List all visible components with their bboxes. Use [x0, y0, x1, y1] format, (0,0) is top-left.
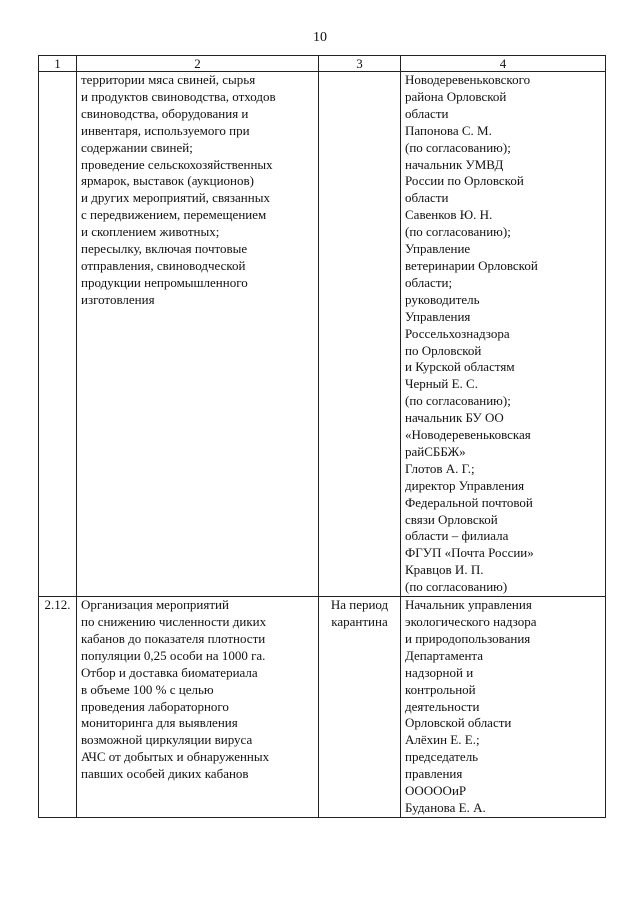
responsible-line: Управления	[405, 308, 471, 324]
measure-line: проведения лабораторного	[81, 698, 229, 714]
responsible-line: Папонова С. М.	[405, 122, 492, 138]
measure-line: в объеме 100 % с целью	[81, 681, 214, 697]
responsible-line: (по согласованию);	[405, 224, 511, 240]
responsible-line: Федеральной почтовой	[405, 494, 533, 510]
measure-line: свиноводства, оборудования и	[81, 105, 249, 121]
measure-line: Организация мероприятий	[81, 597, 229, 613]
table-header-row	[39, 56, 606, 72]
responsible-line: и природопользования	[405, 630, 531, 646]
measure-line: и скоплением животных;	[81, 224, 220, 240]
table-row	[39, 72, 606, 597]
responsible-line: Россельхознадзора	[405, 325, 510, 341]
responsible-line: по Орловской	[405, 342, 482, 358]
responsible-line: начальник УМВД	[405, 156, 504, 172]
measure-line: мониторинга для выявления	[81, 715, 238, 731]
responsible-line: района Орловской	[405, 88, 507, 104]
measure-line: изготовления	[81, 291, 155, 307]
measure-line: возможной циркуляции вируса	[81, 732, 253, 748]
responsible-line: руководитель	[405, 291, 480, 307]
responsible-line: Кравцов И. П.	[405, 562, 484, 578]
responsible-line: России по Орловской	[405, 173, 524, 189]
responsible-line: Начальник управления	[405, 597, 532, 613]
measure-line: инвентаря, используемого при	[81, 122, 250, 138]
measure-line: проведение сельскохозяйственных	[81, 156, 273, 172]
measure-line: павших особей диких кабанов	[81, 766, 249, 782]
column-header: 1	[39, 56, 77, 72]
responsible-line: Савенков Ю. Н.	[405, 207, 493, 223]
responsible-line: (по согласованию)	[405, 579, 508, 595]
column-header: 4	[401, 56, 606, 72]
responsible-line: области	[405, 190, 449, 206]
responsible-line: области – филиала	[405, 528, 509, 544]
measure-line: отправления, свиноводческой	[81, 257, 246, 273]
responsible-line: Буданова Е. А.	[405, 799, 486, 815]
measure-line: популяции 0,25 особи на 1000 га.	[81, 647, 266, 663]
responsible-line: связи Орловской	[405, 511, 498, 527]
measure-line: кабанов до показателя плотности	[81, 630, 266, 646]
responsible-line: Орловской области	[405, 715, 512, 731]
responsible-line: директор Управления	[405, 477, 525, 493]
responsible-line: области	[405, 105, 449, 121]
responsible-line: Департамента	[405, 647, 484, 663]
responsible-line: правления	[405, 766, 463, 782]
measure-line: и продуктов свиноводства, отходов	[81, 88, 276, 104]
measure-line: ярмарок, выставок (аукционов)	[81, 173, 254, 189]
responsible-line: Глотов А. Г.;	[405, 460, 475, 476]
responsible-line: ОООООиР	[405, 783, 467, 799]
measure-line: по снижению численности диких	[81, 614, 267, 629]
responsible-line: «Новодеревеньковская	[405, 427, 531, 443]
measures-table	[38, 55, 606, 818]
measure-line: и других мероприятий, связанных	[81, 190, 270, 206]
responsible-line: надзорной и	[405, 664, 474, 680]
responsible-line: Управление	[405, 241, 471, 257]
measure-line: пересылку, включая почтовые	[81, 241, 248, 257]
responsible-line: (по согласованию);	[405, 393, 511, 409]
period-cell	[319, 72, 401, 597]
responsible-line: области;	[405, 274, 453, 290]
column-header: 3	[319, 56, 401, 72]
responsible-line: председатель	[405, 749, 479, 765]
period-line: На период	[330, 597, 389, 613]
responsible-line: (по согласованию);	[405, 139, 511, 155]
page-number: 10	[313, 30, 327, 45]
measure-line: содержании свиней;	[81, 139, 193, 155]
responsible-line: ветеринарии Орловской	[405, 257, 538, 273]
measure-cell	[77, 72, 319, 597]
responsible-line: Новодеревеньковского	[405, 72, 531, 87]
responsible-line: Черный Е. С.	[405, 376, 478, 392]
responsible-line: и Курской областям	[405, 359, 515, 375]
period-line: карантина	[331, 614, 388, 629]
responsible-line: ФГУП «Почта России»	[405, 545, 534, 561]
item-number-cell	[39, 72, 77, 597]
responsible-line: райСББЖ»	[405, 443, 466, 459]
measure-line: продукции непромышленного	[81, 274, 248, 290]
measure-line: АЧС от добытых и обнаруженных	[81, 749, 270, 765]
column-header: 2	[77, 56, 319, 72]
responsible-line: Алёхин Е. Е.;	[405, 732, 480, 748]
responsible-line: экологического надзора	[405, 614, 537, 629]
period-cell	[319, 597, 401, 818]
responsible-cell	[401, 72, 606, 597]
measure-cell	[77, 597, 319, 818]
responsible-line: начальник БУ ОО	[405, 410, 504, 426]
measure-line: с передвижением, перемещением	[81, 207, 267, 223]
responsible-line: контрольной	[405, 681, 476, 697]
responsible-line: деятельности	[405, 698, 480, 714]
measure-line: территории мяса свиней, сырья	[81, 72, 256, 87]
table-row	[39, 597, 606, 818]
responsible-cell	[401, 597, 606, 818]
measure-line: Отбор и доставка биоматериала	[81, 664, 258, 680]
item-number-cell: 2.12.	[39, 597, 77, 818]
